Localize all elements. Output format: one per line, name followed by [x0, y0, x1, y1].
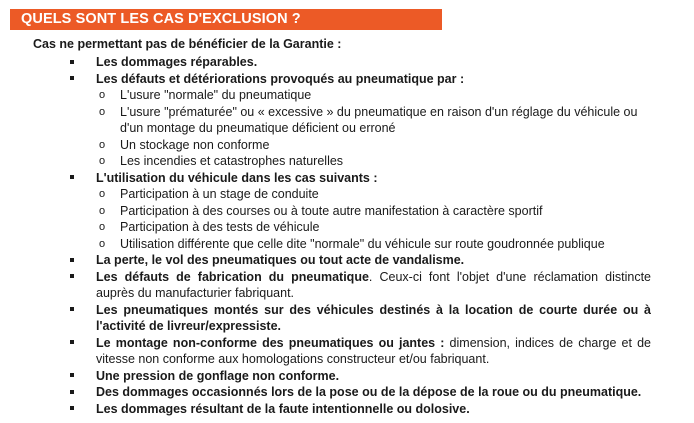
- list-item-text: [96, 54, 651, 71]
- sub-list-item: [0, 203, 694, 220]
- list-item-text: [96, 269, 651, 302]
- list-item-text: [96, 302, 651, 335]
- list-item: [0, 71, 694, 88]
- sub-list-item: [0, 87, 694, 104]
- sub-list-item-text: L'usure "normale" du pneumatique: [120, 88, 312, 102]
- sub-list-item-text: Participation à des tests de véhicule: [120, 220, 320, 234]
- circle-bullet-icon: o: [99, 204, 106, 217]
- sub-list-item-text: Un stockage non conforme: [120, 137, 270, 152]
- bullet-icon: [68, 384, 76, 401]
- list-item-text: [96, 368, 651, 385]
- circle-bullet-icon: o: [99, 155, 106, 167]
- list-item-text: [96, 384, 651, 401]
- bullet-icon: [68, 252, 76, 269]
- sub-list-item: [0, 104, 694, 137]
- list-item: [0, 335, 694, 368]
- bullet-icon: [68, 335, 76, 352]
- list-item-text: [96, 170, 651, 187]
- list-item: [0, 302, 694, 335]
- exclusion-list: [0, 54, 694, 417]
- sub-list-item: [0, 236, 694, 253]
- bullet-icon: [68, 269, 76, 286]
- list-item: [0, 384, 694, 401]
- circle-bullet-icon: o: [99, 89, 106, 101]
- sub-list-item: [0, 186, 694, 203]
- bullet-icon: [68, 71, 76, 88]
- list-item-text: [96, 252, 651, 269]
- list-item-bold: Les pneumatiques montés sur des véhicules destinés à la location de courte durée ou à l'activité de livreur/expressiste.: [96, 302, 651, 333]
- list-item-rest: dimension, indices de charge et de vitesse non conforme aux homologations constructeur et/ou fabriquant.: [96, 335, 651, 366]
- sub-list-item: [0, 219, 694, 236]
- sub-list-item: [0, 153, 694, 170]
- list-item: [0, 252, 694, 269]
- sub-list-item: [0, 137, 694, 154]
- sub-list-item-text: Participation à des courses ou à toute autre manifestation à caractère sportif: [120, 203, 543, 218]
- list-item-text: [96, 401, 651, 418]
- sub-list-item-text: Les incendies et catastrophes naturelles: [120, 154, 344, 168]
- list-item-bold: Des dommages occasionnés lors de la pose ou de la dépose de la roue ou du pneumatique.: [96, 385, 642, 399]
- circle-bullet-icon: o: [99, 188, 106, 200]
- circle-bullet-icon: o: [99, 221, 106, 233]
- circle-bullet-icon: o: [99, 237, 106, 250]
- bullet-icon: [68, 368, 76, 385]
- circle-bullet-icon: o: [99, 138, 106, 151]
- bullet-icon: [68, 401, 76, 418]
- list-item-bold: Le montage non-conforme des pneumatiques ou jantes :: [96, 335, 445, 350]
- list-item: [0, 269, 694, 302]
- sub-list-item-text: L'usure "prématurée" ou « excessive » du pneumatique en raison d'un réglage du véhicule ou d'un montage du pneumatique déficient ou erroné: [120, 104, 638, 135]
- bullet-icon: [68, 170, 76, 187]
- list-item: [0, 170, 694, 187]
- list-item-bold: L'utilisation du véhicule dans les cas suivants :: [96, 170, 378, 185]
- bullet-icon: [68, 54, 76, 71]
- list-item: [0, 54, 694, 71]
- list-item-bold: Les défauts de fabrication du pneumatique: [96, 269, 369, 284]
- section-title: QUELS SONT LES CAS D'EXCLUSION ?: [10, 9, 442, 30]
- list-item-text: [96, 71, 651, 88]
- intro-text: Cas ne permettant pas de bénéficier de la Garantie :: [33, 37, 342, 51]
- list-item-bold: Les dommages résultant de la faute intentionnelle ou dolosive.: [96, 401, 470, 416]
- sub-list-item-text: Participation à un stage de conduite: [120, 187, 319, 201]
- list-item-bold: Les défauts et détériorations provoqués au pneumatique par :: [96, 71, 465, 86]
- list-item: [0, 368, 694, 385]
- list-item-text: [96, 335, 651, 368]
- list-item: [0, 401, 694, 418]
- bullet-icon: [68, 302, 76, 319]
- list-item-rest: . Ceux-ci font l'objet d'une réclamation distincte auprès du manufacturier fabriquant.: [96, 269, 651, 300]
- list-item-bold: Une pression de gonflage non conforme.: [96, 368, 340, 383]
- list-item-bold: Les dommages réparables.: [96, 55, 258, 69]
- circle-bullet-icon: o: [99, 105, 106, 118]
- sub-list-item-text: Utilisation différente que celle dite "normale" du véhicule sur route goudronnée publique: [120, 236, 605, 251]
- list-item-bold: La perte, le vol des pneumatiques ou tout acte de vandalisme.: [96, 253, 465, 267]
